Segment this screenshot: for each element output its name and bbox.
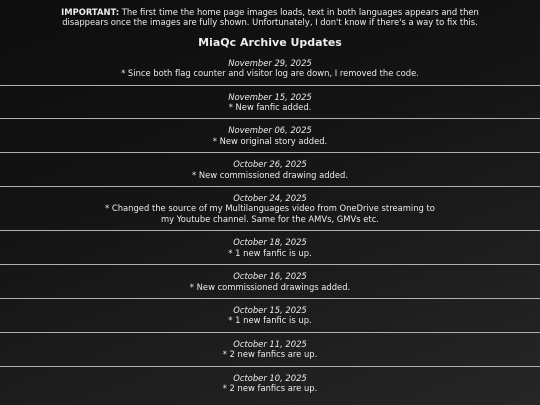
notice-text: The first time the home page images loads, text in both languages appears and then disappears once the images are fully shown. Unfortunately, I don't know if there's a way to fix this. (62, 7, 479, 28)
update-entry (0, 299, 540, 333)
update-text: * 1 new fanfic is up. (228, 247, 312, 258)
update-entry (0, 333, 540, 367)
important-notice (0, 0, 540, 28)
update-date: October 10, 2025 (233, 372, 307, 383)
update-date: November 15, 2025 (228, 91, 312, 102)
update-entry (0, 119, 540, 153)
update-text: * New commissioned drawing added. (191, 169, 349, 180)
archive-title: MiaQc Archive Updates (198, 35, 342, 49)
update-date: November 29, 2025 (228, 57, 312, 68)
update-date: October 16, 2025 (233, 271, 307, 282)
update-entry (0, 265, 540, 299)
update-date: October 24, 2025 (233, 193, 307, 204)
update-text: * New original story added. (212, 135, 328, 146)
updates-list (0, 49, 540, 400)
notice-label: IMPORTANT: (61, 7, 120, 17)
update-entry (0, 187, 540, 231)
update-entry (0, 86, 540, 120)
update-date: October 11, 2025 (233, 338, 307, 349)
update-entry (0, 153, 540, 187)
update-entry (0, 231, 540, 265)
update-date: October 18, 2025 (233, 237, 307, 248)
update-text: * Since both flag counter and visitor log are down, I removed the code. (121, 68, 419, 79)
update-text: * 1 new fanfic is up. (228, 315, 312, 326)
update-text: * New commissioned drawings added. (189, 281, 351, 292)
update-date: October 26, 2025 (233, 159, 307, 170)
update-date: October 15, 2025 (233, 304, 307, 315)
update-text: * New fanfic added. (228, 102, 312, 113)
update-text: * 2 new fanfics are up. (222, 382, 318, 393)
update-date: November 06, 2025 (228, 125, 312, 136)
update-entry (0, 367, 540, 400)
update-text: * 2 new fanfics are up. (222, 349, 318, 360)
update-entry (0, 49, 540, 86)
update-text: * Changed the source of my Multilanguages video from OneDrive streaming to my Youtube channel. Same for the AMVs, GMVs etc. (105, 203, 435, 224)
